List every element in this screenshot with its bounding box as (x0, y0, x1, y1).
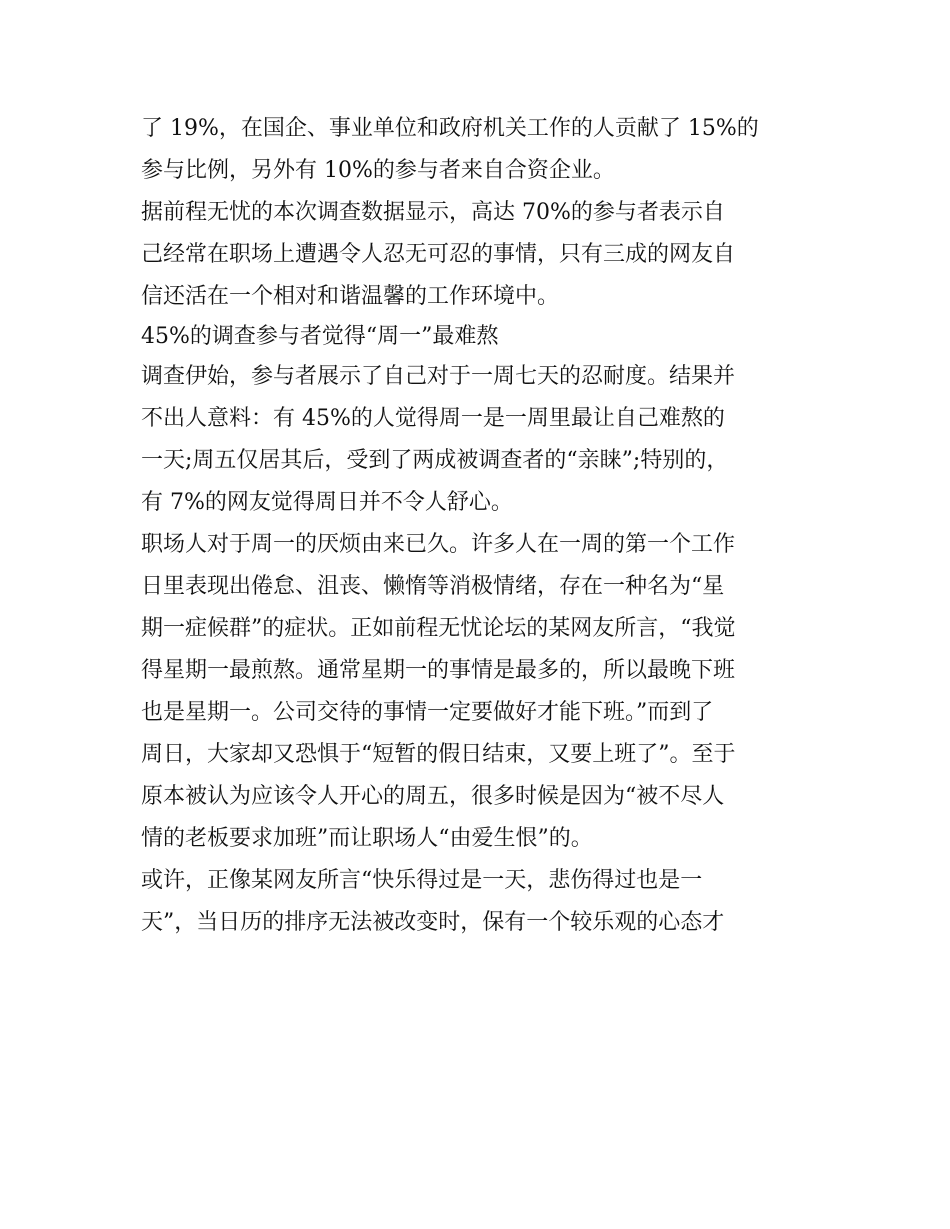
text-line: 职场人对于周一的厌烦由来已久。许多人在一周的第一个工作 (141, 532, 736, 557)
section-heading: 45%的调查参与者觉得“周一”最难熬 (141, 324, 499, 349)
text-line: 日里表现出倦怠、沮丧、懒惰等消极情绪，存在一种名为“星 (141, 574, 725, 599)
text-line: 也是星期一。公司交待的事情一定要做好才能下班。”而到了 (141, 700, 714, 725)
text-line: 调查伊始，参与者展示了自己对于一周七天的忍耐度。结果并 (141, 364, 736, 389)
text-line: 期一症候群”的症状。正如前程无忧论坛的某网友所言，“我觉 (141, 616, 736, 641)
article-body (141, 108, 813, 944)
text-line: 情的老板要求加班”而让职场人“由爱生恨”的。 (141, 826, 593, 851)
text-line: 天”，当日历的排序无法被改变时，保有一个较乐观的心态才 (141, 910, 725, 935)
text-line: 或许，正像某网友所言“快乐得过是一天，悲伤得过也是一 (141, 868, 703, 893)
text-line: 了 19%，在国企、事业单位和政府机关工作的人贡献了 15%的 (141, 116, 759, 141)
text-line: 信还活在一个相对和谐温馨的工作环境中。 (141, 284, 560, 309)
text-line: 不出人意料：有 45%的人觉得周一是一周里最让自己难熬的 (141, 406, 725, 431)
text-line: 得星期一最煎熬。通常星期一的事情是最多的，所以最晚下班 (141, 658, 736, 683)
text-line: 周日，大家却又恐惧于“短暂的假日结束，又要上班了”。至于 (141, 742, 736, 767)
text-line: 参与比例，另外有 10%的参与者来自合资企业。 (141, 158, 615, 183)
text-line: 据前程无忧的本次调查数据显示，高达 70%的参与者表示自 (141, 200, 725, 225)
text-line: 一天;周五仅居其后，受到了两成被调查者的“亲睐”;特别的， (141, 448, 729, 473)
text-line: 己经常在职场上遭遇令人忍无可忍的事情，只有三成的网友自 (141, 242, 736, 267)
text-line: 有 7%的网友觉得周日并不令人舒心。 (141, 490, 513, 515)
text-line: 原本被认为应该令人开心的周五，很多时候是因为“被不尽人 (141, 784, 725, 809)
